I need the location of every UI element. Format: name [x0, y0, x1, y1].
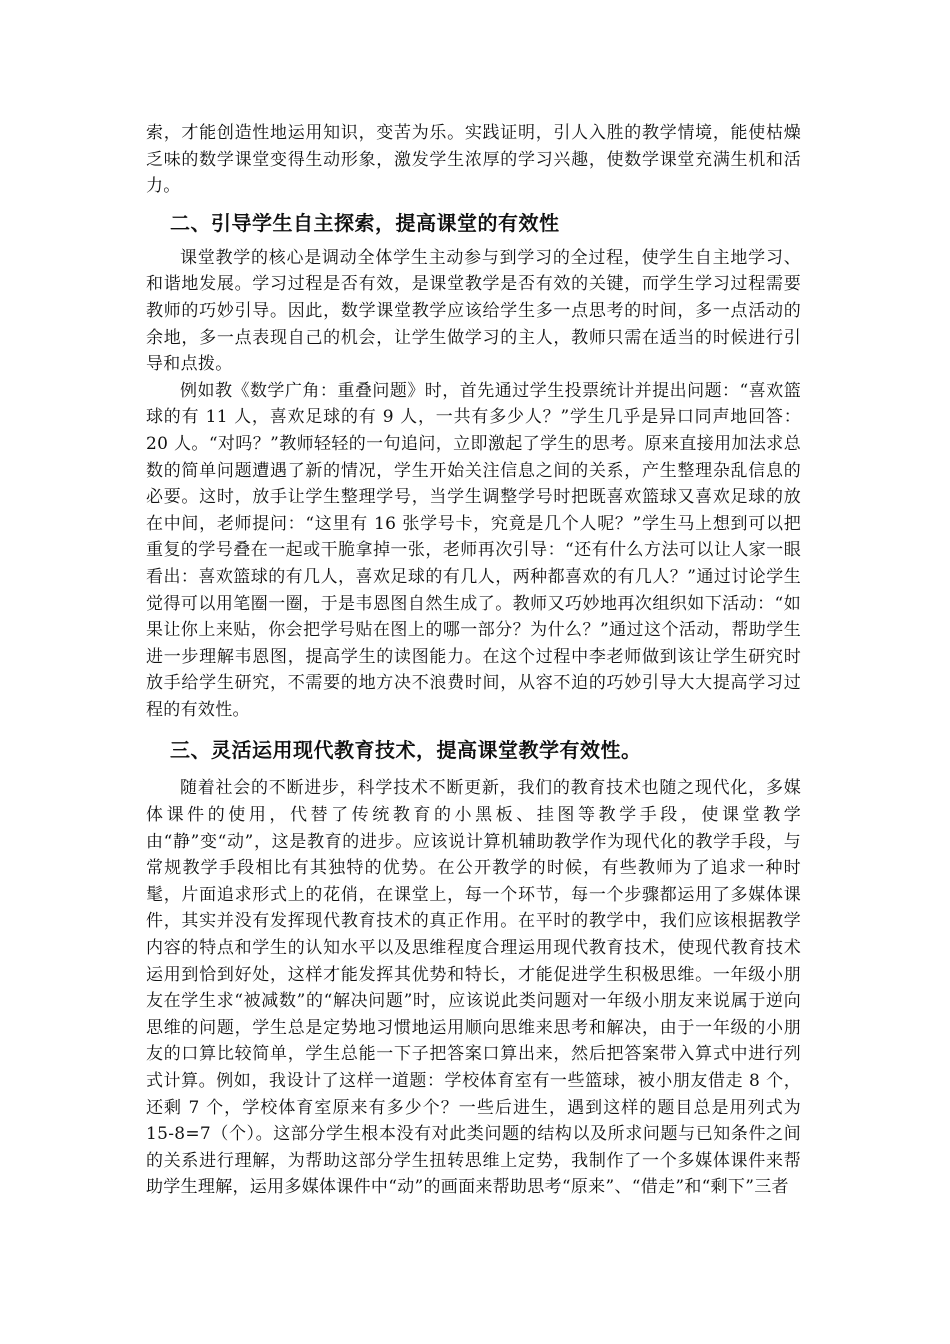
paragraph-section2-1: 课堂教学的核心是调动全体学生主动参与到学习的全过程，使学生自主地学习、和谐地发展。学习过程是否有效，是课堂教学是否有效的关键，而学生学习过程需要教师的巧妙引导。因此，数学课堂教学应该给学生多一点思考的时间，多一点活动的余地，多一点表现自己的机会，让学生做学习的主人，教师只需在适当的时候进行引导和点拨。	[146, 247, 801, 375]
paragraph-section2-2: 例如教《数学广角：重叠问题》时，首先通过学生投票统计并提出问题：“喜欢篮球的有 11 人，喜欢足球的有 9 人，一共有多少人？”学生几乎是异口同声地回答：20 人。“对吗？”教师轻轻的一句追问，立即激起了学生的思考。原来直接用加法求总数的简单问题遭遇了新的情况，学生开始关注信息之间的关系，产生整理杂乱信息的必要。这时，放手让学生整理学号，当学生调整学号时把既喜欢篮球又喜欢足球的放在中间，老师提问：“这里有 16 张学号卡，究竟是几个人呢？”学生马上想到可以把重复的学号叠在一起或干脆拿掉一张，老师再次引导：“还有什么方法可以让人家一眼看出：喜欢篮球的有几人，喜欢足球的有几人，两种都喜欢的有几人？”通过讨论学生觉得可以用笔圈一圈，于是韦恩图自然生成了。教师又巧妙地再次组织如下活动：“如果让你上来贴，你会把学号贴在图上的哪一部分？为什么？”通过这个活动，帮助学生进一步理解韦恩图，提高学生的读图能力。在这个过程中李老师做到该让学生研究时放手给学生研究，不需要的地方决不浪费时间，从容不迫的巧妙引导大大提高学习过程的有效性。	[146, 380, 801, 720]
section-heading-2: 二、引导学生自主探索，提高课堂的有效性	[170, 210, 560, 235]
paragraph-section3-1: 随着社会的不断进步，科学技术不断更新，我们的教育技术也随之现代化，多媒体课件的使用，代替了传统教育的小黑板、挂图等教学手段，使课堂教学由“静”变“动”，这是教育的进步。应该说计算机辅助教学作为现代化的教学手段，与常规教学手段相比有其独特的优势。在公开教学的时候，有些教师为了追求一种时髦，片面追求形式上的花俏，在课堂上，每一个环节，每一个步骤都运用了多媒体课件，其实并没有发挥现代教育技术的真正作用。在平时的教学中，我们应该根据教学内容的特点和学生的认知水平以及思维程度合理运用现代教育技术，使现代教育技术运用到恰到好处，这样才能发挥其优势和特长，才能促进学生积极思维。一年级小朋友在学生求“被减数”的“解决问题”时，应该说此类问题对一年级小朋友来说属于逆向思维的问题，学生总是定势地习惯地运用顺向思维来思考和解决，由于一年级的小朋友的口算比较简单，学生总能一下子把答案口算出来，然后把答案带入算式中进行列式计算。例如，我设计了这样一道题：学校体育室有一些篮球，被小朋友借走 8 个，还剩 7 个，学校体育室原来有多少个？一些后进生，遇到这样的题目总是用列式为 15-8=7（个）。这部分学生根本没有对此类问题的结构以及所求问题与已知条件之间的关系进行理解，为帮助这部分学生扭转思维上定势，我制作了一个多媒体课件来帮助学生理解，运用多媒体课件中“动”的画面来帮助思考“原来”、“借走”和“剩下”三者	[146, 778, 801, 1198]
document-page	[146, 120, 801, 1201]
section-heading-3: 三、灵活运用现代教育技术，提高课堂教学有效性。	[170, 738, 642, 763]
paragraph-intro-continuation: 索，才能创造性地运用知识，变苦为乐。实践证明，引人入胜的教学情境，能使枯燥乏味的数学课堂变得生动形象，激发学生浓厚的学习兴趣，使数学课堂充满生机和活力。	[146, 123, 801, 197]
